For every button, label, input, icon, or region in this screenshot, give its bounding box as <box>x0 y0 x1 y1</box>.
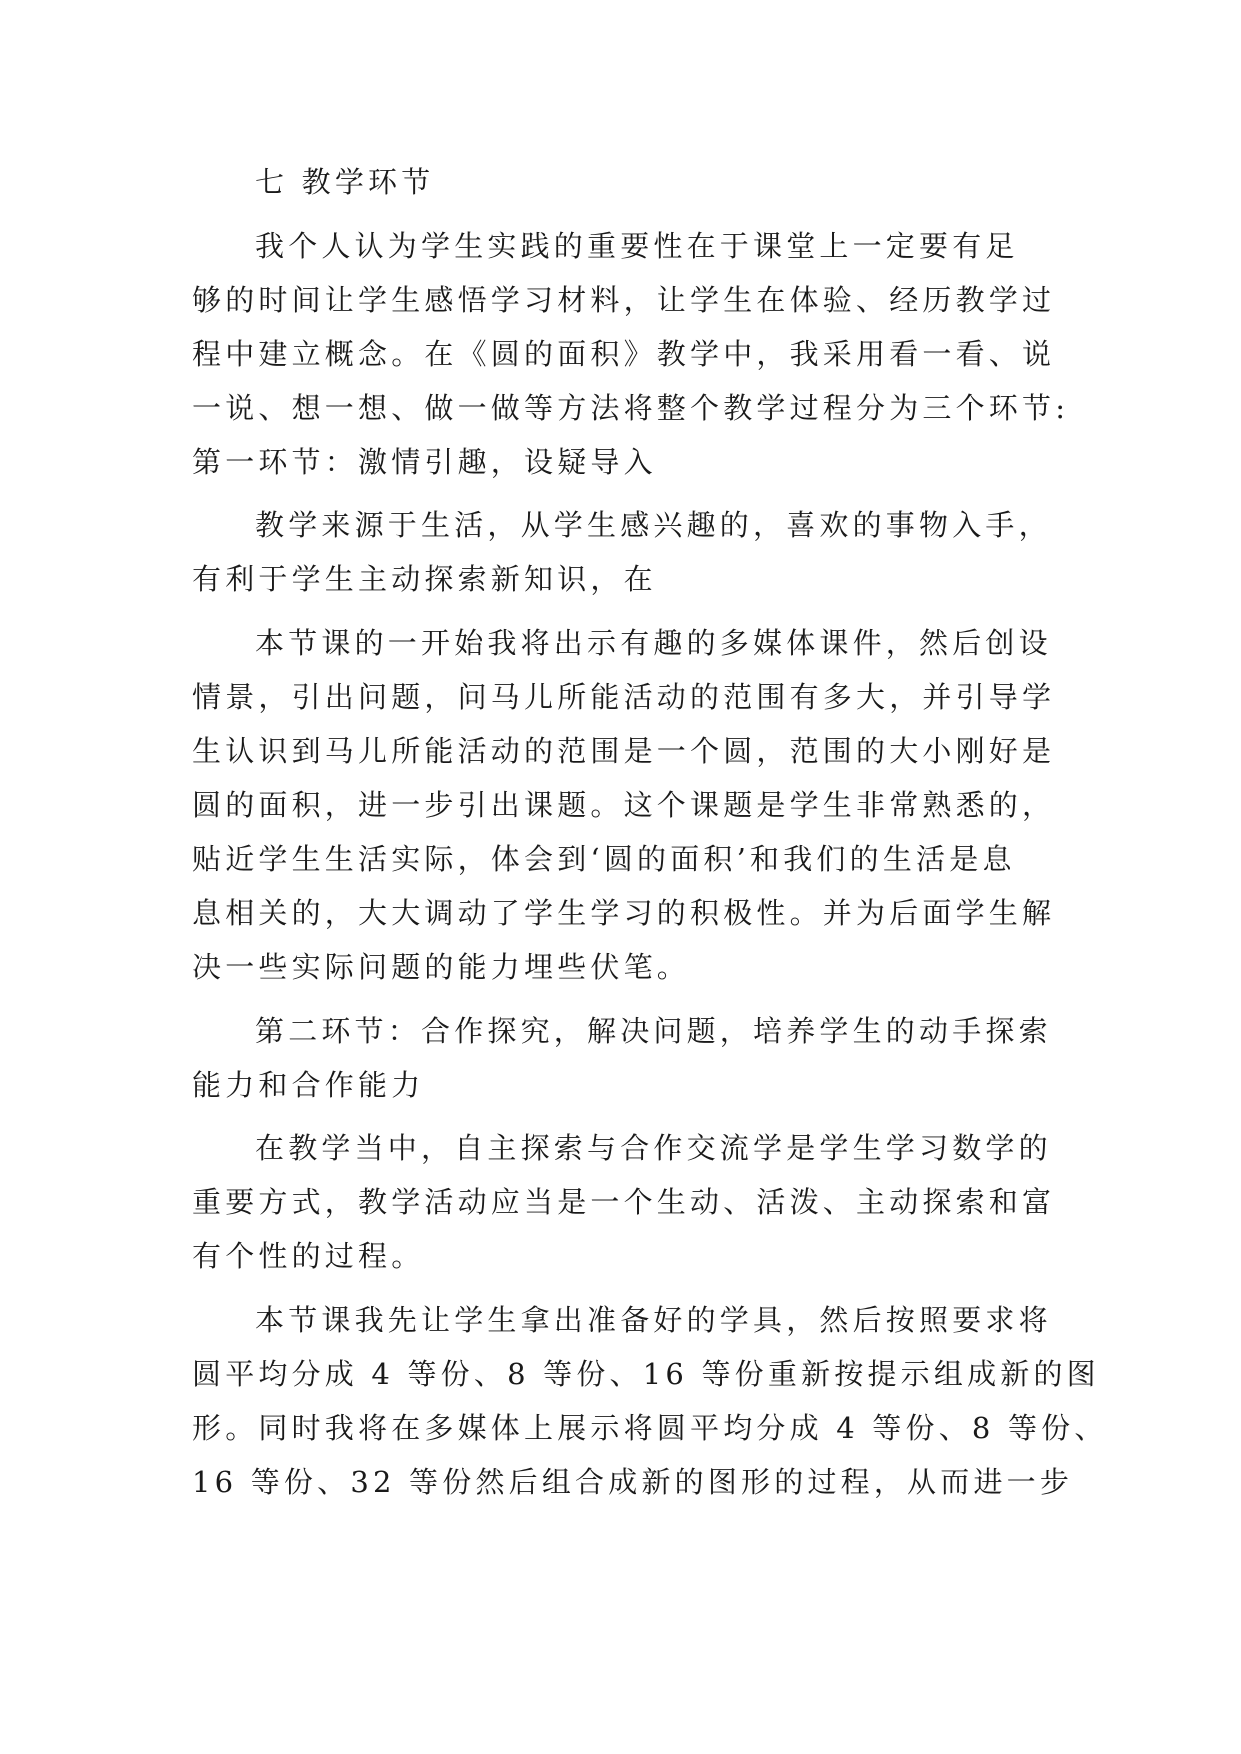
paragraph-line: 16 等份、32 等份然后组合成新的图形的过程，从而进一步 <box>192 1465 1074 1499</box>
paragraph-line: 情景，引出问题，问马儿所能活动的范围有多大，并引导学 <box>192 680 1056 714</box>
paragraph-line: 教学来源于生活，从学生感兴趣的，喜欢的事物入手， <box>255 508 1052 542</box>
paragraph-line: 决一些实际问题的能力埋些伏笔。 <box>192 950 691 984</box>
paragraph-line: 有个性的过程。 <box>192 1239 425 1273</box>
paragraph-line: 本节课的一开始我将出示有趣的多媒体课件，然后创设 <box>255 626 1052 660</box>
paragraph-line: 息相关的，大大调动了学生学习的积极性。并为后面学生解 <box>192 896 1056 930</box>
paragraph-line: 在教学当中，自主探索与合作交流学是学生学习数学的 <box>255 1131 1052 1165</box>
paragraph-line: 我个人认为学生实践的重要性在于课堂上一定要有足 <box>255 229 1019 263</box>
paragraph-line: 重要方式，教学活动应当是一个生动、活泼、主动探索和富 <box>192 1185 1056 1219</box>
paragraph-line: 程中建立概念。在《圆的面积》教学中，我采用看一看、说 <box>192 337 1056 371</box>
paragraph-line: 生认识到马儿所能活动的范围是一个圆，范围的大小刚好是 <box>192 734 1056 768</box>
subsection-heading: 第一环节：激情引趣，设疑导入 <box>192 445 657 479</box>
paragraph-line: 形。同时我将在多媒体上展示将圆平均分成 4 等份、8 等份、 <box>192 1411 1108 1445</box>
paragraph-line: 贴近学生生活实际，体会到‘圆的面积’和我们的生活是息 <box>192 842 1016 876</box>
paragraph-line: 一说、想一想、做一做等方法将整个教学过程分为三个环节: <box>192 391 1070 425</box>
paragraph-line: 圆的面积，进一步引出课题。这个课题是学生非常熟悉的， <box>192 788 1056 822</box>
subsection-heading: 能力和合作能力 <box>192 1068 425 1102</box>
section-heading: 七 教学环节 <box>255 165 435 199</box>
paragraph-line: 圆平均分成 4 等份、8 等份、16 等份重新按提示组成新的图 <box>192 1357 1100 1391</box>
paragraph-line: 有利于学生主动探索新知识，在 <box>192 562 657 596</box>
subsection-heading: 第二环节：合作探究，解决问题，培养学生的动手探索 <box>255 1014 1052 1048</box>
paragraph-line: 够的时间让学生感悟学习材料，让学生在体验、经历教学过 <box>192 283 1056 317</box>
paragraph-line: 本节课我先让学生拿出准备好的学具，然后按照要求将 <box>255 1303 1052 1337</box>
